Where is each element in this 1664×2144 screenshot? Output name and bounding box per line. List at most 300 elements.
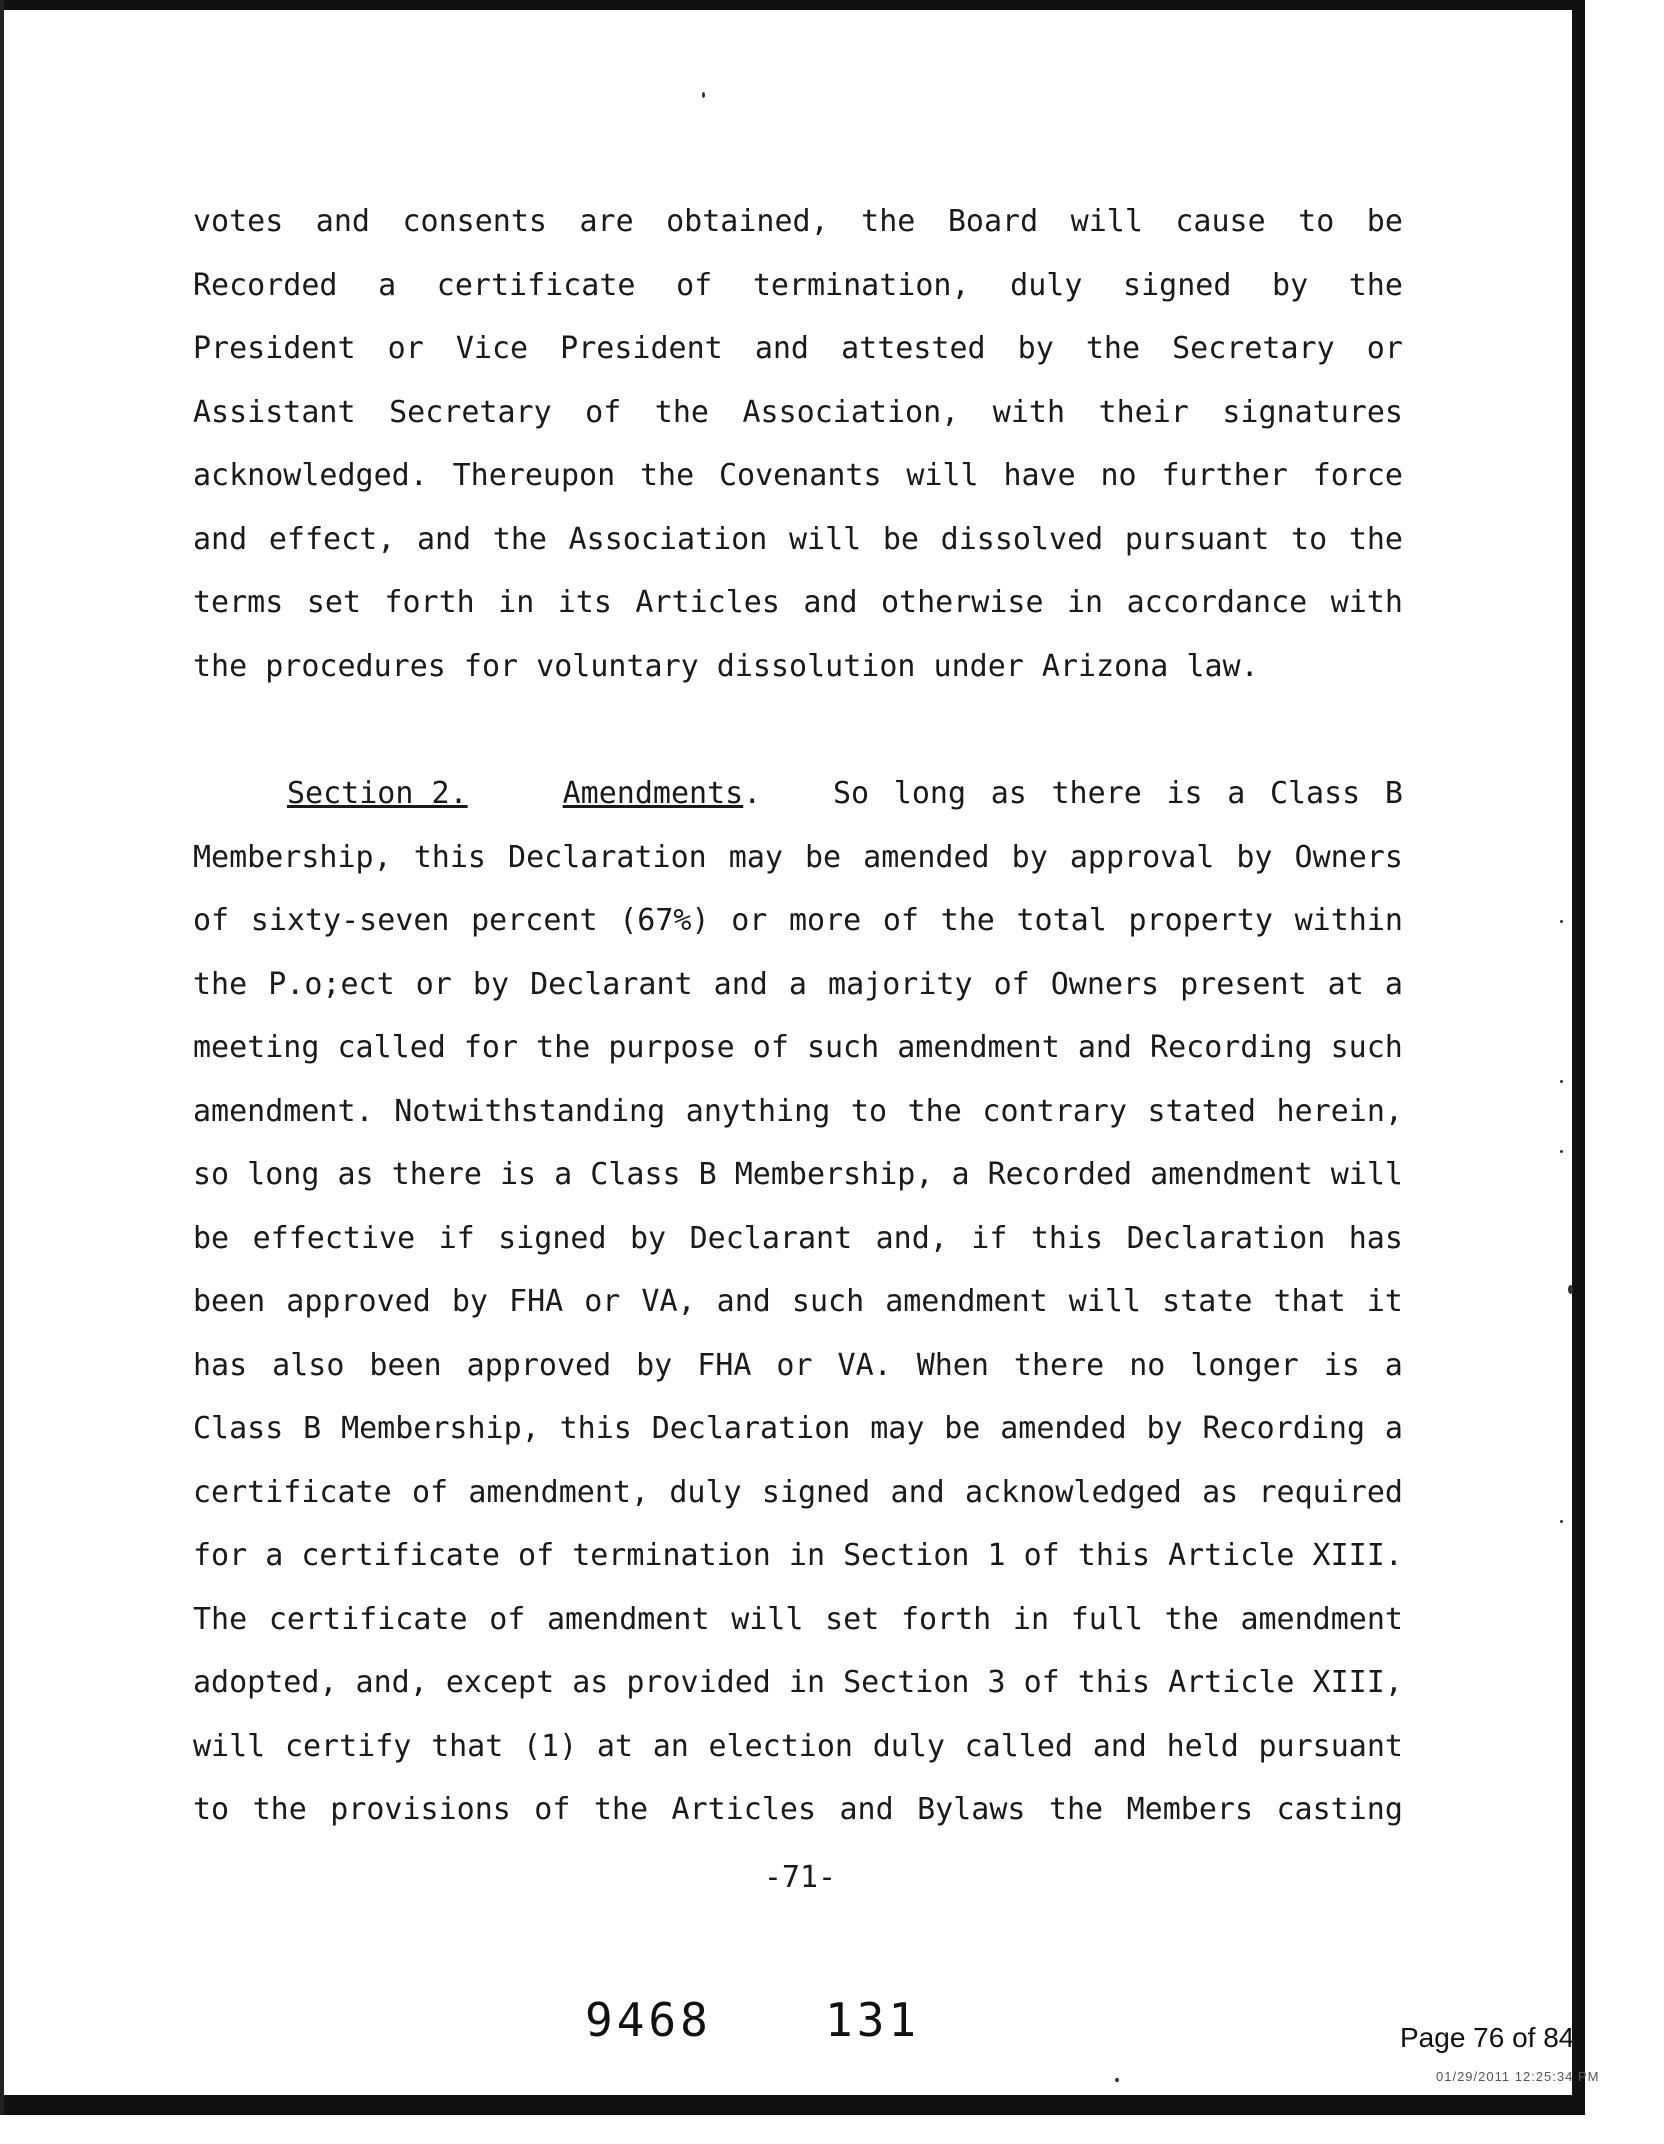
- word: by: [1272, 267, 1309, 303]
- word: the: [907, 1093, 962, 1129]
- word: Association: [568, 521, 768, 557]
- word: Declaration: [508, 839, 707, 875]
- scan-speck: [702, 92, 705, 98]
- page-counter: Page 76 of 84: [1400, 2022, 1575, 2053]
- word: be: [944, 1411, 981, 1446]
- text-line: [193, 444, 1403, 508]
- word: Owners: [1050, 966, 1160, 1002]
- word: is: [500, 1157, 537, 1192]
- word: termination: [572, 1538, 771, 1573]
- word: accordance: [1126, 585, 1308, 620]
- word: their: [1098, 394, 1189, 430]
- word: and: [716, 1284, 771, 1319]
- scan-border-top: [0, 0, 1585, 10]
- word: the: [1348, 267, 1403, 303]
- word: acknowledged: [965, 1474, 1182, 1510]
- word: will: [1330, 1157, 1403, 1192]
- word: required: [1258, 1474, 1403, 1510]
- word: certificate: [436, 267, 636, 303]
- word: as: [1202, 1474, 1239, 1510]
- text-line: [193, 571, 1403, 635]
- word: called: [964, 1728, 1073, 1764]
- word: as: [990, 776, 1027, 811]
- word: also: [272, 1347, 345, 1383]
- word: of: [882, 903, 919, 938]
- word: Association,: [742, 394, 960, 430]
- word: and: [1077, 1030, 1132, 1065]
- word: at: [1327, 966, 1364, 1002]
- text-line: [193, 826, 1403, 890]
- word: a: [1384, 1347, 1403, 1383]
- word: Members: [1126, 1792, 1254, 1827]
- word: by: [636, 1347, 673, 1383]
- word: XIII,: [1312, 1665, 1403, 1700]
- word: be: [193, 1220, 230, 1256]
- word: and: [1092, 1728, 1147, 1764]
- word: by: [1011, 839, 1048, 875]
- recording-stamp-book: 9468: [585, 1993, 712, 2047]
- word: and,: [875, 1220, 948, 1256]
- word: Declaration: [1126, 1220, 1326, 1256]
- word: property: [1128, 903, 1273, 938]
- word: herein,: [1276, 1093, 1403, 1129]
- word: within: [1294, 903, 1403, 938]
- word: Articles: [671, 1792, 817, 1827]
- word: there: [1013, 1347, 1105, 1383]
- word: it: [1366, 1284, 1403, 1319]
- word: amendment: [885, 1284, 1048, 1319]
- word: by: [451, 1284, 488, 1319]
- word: Section: [843, 1665, 970, 1700]
- word: cause: [1175, 204, 1266, 239]
- word: with: [1330, 585, 1403, 620]
- word: Recorded: [987, 1157, 1133, 1192]
- word: longer: [1190, 1347, 1299, 1383]
- word: are: [579, 204, 634, 239]
- word: be: [805, 839, 842, 875]
- word: of: [752, 1030, 789, 1065]
- text-line: [193, 508, 1403, 572]
- word: certificate: [268, 1601, 468, 1637]
- word: to: [1298, 204, 1335, 239]
- word: VA.: [837, 1347, 892, 1383]
- word: or: [1366, 331, 1403, 366]
- word: duly: [1010, 267, 1083, 303]
- word: has: [193, 1347, 248, 1383]
- word: or: [731, 903, 768, 938]
- word: set: [825, 1601, 880, 1637]
- word: Article: [1168, 1538, 1295, 1573]
- recording-stamp-page: 131: [825, 1993, 921, 2047]
- word: this: [1030, 1220, 1104, 1256]
- word: Declarant: [689, 1220, 853, 1256]
- word: will: [193, 1728, 266, 1764]
- word: and: [713, 966, 768, 1002]
- word: approved: [466, 1347, 612, 1383]
- text-line: [193, 1143, 1403, 1207]
- word: certificate: [193, 1474, 392, 1510]
- word: signed: [498, 1220, 607, 1256]
- text-line: [193, 889, 1403, 953]
- word: President: [193, 331, 356, 366]
- word: full: [1070, 1601, 1143, 1637]
- word: by: [472, 966, 510, 1002]
- word: to: [850, 1093, 888, 1129]
- word: no: [1100, 458, 1137, 493]
- word: with: [992, 394, 1066, 430]
- text-line: [193, 1524, 1403, 1588]
- word: of: [411, 1474, 449, 1510]
- word: by: [1236, 839, 1273, 875]
- word: signatures: [1222, 394, 1403, 430]
- text-line: [193, 317, 1403, 381]
- word: duly: [872, 1728, 945, 1764]
- word: dissolved: [940, 521, 1104, 557]
- word: amendment: [1240, 1601, 1403, 1637]
- word: or: [776, 1347, 813, 1383]
- word: The: [193, 1601, 248, 1637]
- word: is: [1323, 1347, 1360, 1383]
- word: provisions: [330, 1792, 511, 1827]
- scan-speck: [1560, 1150, 1563, 1153]
- word: the: [1164, 1601, 1219, 1637]
- word: and: [803, 585, 858, 620]
- scan-speck: [1560, 1080, 1563, 1083]
- word: a: [1227, 776, 1246, 811]
- word: the: [861, 204, 916, 239]
- word: Recording: [1150, 1030, 1313, 1065]
- word: B: [698, 1157, 717, 1192]
- word: Board: [947, 204, 1039, 239]
- word: signed: [1123, 267, 1232, 303]
- word: Declarant: [530, 966, 693, 1002]
- word: its: [557, 585, 612, 620]
- word: contrary: [982, 1093, 1127, 1129]
- word: the: [1348, 521, 1403, 557]
- scan-border-left: [0, 0, 4, 2115]
- text-line: [193, 254, 1403, 318]
- word: meeting: [193, 1030, 320, 1065]
- word: by: [630, 1220, 667, 1256]
- word: of: [534, 1792, 571, 1827]
- text-line: [193, 190, 1403, 254]
- word: acknowledged.: [193, 458, 428, 493]
- word: be: [882, 521, 919, 557]
- word: pursuant: [1124, 521, 1270, 557]
- word: of: [489, 1601, 526, 1637]
- word: Recording: [1202, 1411, 1366, 1446]
- word: of: [193, 903, 230, 938]
- word: there: [1051, 776, 1142, 811]
- word: the: [654, 394, 709, 430]
- word: obtained,: [666, 204, 829, 239]
- word: if: [438, 1220, 475, 1256]
- word: (1): [523, 1728, 578, 1764]
- text-line: [193, 1778, 1403, 1842]
- word: B: [1384, 776, 1403, 811]
- word: Vice: [455, 331, 529, 366]
- word: a: [1384, 966, 1403, 1002]
- word: forth: [900, 1601, 992, 1637]
- word: has: [1348, 1220, 1403, 1256]
- word: FHA: [509, 1284, 564, 1319]
- word: approved: [286, 1284, 431, 1319]
- section-number: Section 2.: [287, 776, 468, 811]
- word: this: [413, 839, 486, 875]
- word: state: [1162, 1284, 1253, 1319]
- word: the: [1048, 1792, 1104, 1827]
- word: approval: [1069, 839, 1215, 875]
- fax-timestamp: 01/29/2011 12:25:34 PM: [1436, 2069, 1600, 2084]
- text-line-content: the procedures for voluntary dissolution under Arizona law.: [193, 648, 1259, 684]
- word: an: [652, 1728, 689, 1764]
- word: forth: [384, 585, 475, 620]
- section-heading: [193, 762, 761, 826]
- word: XIII.: [1312, 1538, 1403, 1573]
- word: anything: [685, 1093, 831, 1129]
- word: may: [870, 1411, 925, 1446]
- word: Assistant: [193, 394, 356, 430]
- word: Membership,: [734, 1157, 934, 1192]
- word: Class: [590, 1157, 681, 1192]
- word: 3: [987, 1665, 1006, 1700]
- word: such: [791, 1284, 865, 1319]
- word: by: [1146, 1411, 1183, 1446]
- word: amendment: [1150, 1157, 1313, 1192]
- word: will: [731, 1601, 804, 1637]
- word: a: [1384, 1411, 1403, 1446]
- word: have: [1003, 458, 1076, 493]
- word: this: [1077, 1538, 1151, 1573]
- word: present: [1180, 966, 1307, 1002]
- word: the: [492, 521, 547, 557]
- word: amended: [1000, 1411, 1127, 1446]
- scan-speck: [1560, 1520, 1563, 1523]
- word: and: [315, 204, 370, 239]
- word: consents: [402, 204, 547, 239]
- word: that: [1273, 1284, 1346, 1319]
- word: there: [391, 1157, 482, 1192]
- word: sixty-seven: [250, 903, 450, 938]
- word: at: [596, 1728, 633, 1764]
- word: P.o;ect: [268, 966, 395, 1002]
- word: so: [193, 1157, 230, 1192]
- word: of: [1023, 1538, 1060, 1573]
- word: of: [676, 267, 713, 303]
- word: FHA: [697, 1347, 752, 1383]
- text-line: [193, 1715, 1403, 1779]
- word: a: [378, 267, 397, 303]
- word: adopted,: [193, 1665, 338, 1700]
- word: may: [728, 839, 783, 875]
- word: of: [993, 966, 1030, 1002]
- word: called: [337, 1030, 446, 1065]
- word: B: [303, 1411, 322, 1446]
- scan-border-right: [1572, 0, 1585, 2115]
- word: election: [708, 1728, 853, 1764]
- text-line: [193, 1270, 1403, 1334]
- text-line: [193, 1651, 1403, 1715]
- word: stated: [1147, 1093, 1256, 1129]
- word: Class: [1269, 776, 1361, 811]
- word: percent: [471, 903, 598, 938]
- word: to: [1291, 521, 1328, 557]
- word: or: [387, 331, 424, 366]
- text-line: [193, 381, 1403, 445]
- word: long: [247, 1157, 320, 1192]
- word: been: [369, 1347, 442, 1383]
- word: signed: [761, 1474, 871, 1510]
- word: the: [252, 1792, 307, 1827]
- word: and: [193, 521, 248, 557]
- scan-speck: [1560, 920, 1563, 923]
- word: total: [1016, 903, 1107, 938]
- word: long: [893, 776, 967, 811]
- word: otherwise: [880, 585, 1044, 620]
- word: pursuant: [1258, 1728, 1403, 1764]
- word: in: [788, 1665, 826, 1700]
- text-line: [193, 1080, 1403, 1144]
- text-line: [193, 1016, 1403, 1080]
- word: duly: [669, 1474, 742, 1510]
- word: the: [940, 903, 995, 938]
- word: amendment: [546, 1601, 710, 1637]
- word: (67%): [619, 903, 710, 938]
- word: and: [839, 1792, 894, 1827]
- word: VA,: [641, 1284, 696, 1319]
- word: and: [890, 1474, 945, 1510]
- text-line: [193, 1461, 1403, 1525]
- word: such: [806, 1030, 880, 1065]
- word: a: [554, 1157, 573, 1192]
- paragraph-termination: [193, 190, 1403, 635]
- text-line: [193, 1207, 1403, 1271]
- section-title-period: .: [743, 776, 762, 811]
- word: as: [337, 1157, 374, 1192]
- word: Owners: [1294, 839, 1403, 875]
- word: amendment.: [193, 1093, 374, 1129]
- word: a: [265, 1538, 284, 1573]
- word: set: [306, 585, 361, 620]
- word: will: [1070, 204, 1143, 239]
- word: of: [1023, 1665, 1060, 1700]
- word: of: [585, 394, 622, 430]
- word: Thereupon: [452, 458, 616, 493]
- word: Covenants: [719, 458, 882, 493]
- word: attested: [841, 331, 986, 366]
- word: no: [1129, 1347, 1166, 1383]
- word: Recorded: [193, 267, 338, 303]
- text-line: [193, 1334, 1403, 1398]
- word: Secretary: [389, 394, 552, 430]
- word: and: [754, 331, 809, 366]
- word: held: [1166, 1728, 1239, 1764]
- word: in: [498, 585, 535, 620]
- word: President: [560, 331, 723, 366]
- word: Declaration: [651, 1411, 851, 1446]
- text-line: [193, 953, 1403, 1017]
- word: or: [415, 966, 452, 1002]
- word: effective: [252, 1220, 416, 1256]
- word: except: [445, 1665, 555, 1700]
- word: votes: [193, 204, 284, 239]
- word: When: [916, 1347, 989, 1383]
- word: such: [1330, 1030, 1403, 1065]
- word: to: [193, 1792, 230, 1827]
- word: Article: [1168, 1665, 1295, 1700]
- word: and,: [355, 1665, 428, 1700]
- text-line: [193, 1588, 1403, 1652]
- scan-speck: [1115, 2078, 1119, 2082]
- word: be: [1366, 204, 1403, 239]
- word: amended: [863, 839, 990, 875]
- paragraph-amendments: [193, 826, 1403, 1842]
- word: will: [906, 458, 979, 493]
- scan-border-bottom: [0, 2095, 1585, 2115]
- word: terms: [193, 585, 284, 620]
- word: Membership,: [193, 839, 392, 875]
- word: is: [1166, 776, 1203, 811]
- word: a: [788, 966, 807, 1002]
- word: the: [1085, 331, 1141, 366]
- word: if: [971, 1220, 1008, 1256]
- word: amendment,: [468, 1474, 650, 1510]
- word: majority: [828, 966, 973, 1002]
- word: will: [1068, 1284, 1142, 1319]
- word: force: [1312, 458, 1403, 493]
- word: of: [518, 1538, 555, 1573]
- word: Membership,: [341, 1411, 540, 1446]
- word: certify: [284, 1728, 412, 1764]
- word: the: [536, 1030, 591, 1065]
- word: this: [559, 1411, 632, 1446]
- word: more: [788, 903, 862, 938]
- word: for: [193, 1538, 248, 1573]
- word: effect,: [268, 521, 396, 557]
- section-heading-line: [193, 762, 1403, 826]
- word: certificate: [301, 1538, 500, 1573]
- word: in: [1067, 585, 1104, 620]
- word: Bylaws: [917, 1792, 1026, 1827]
- section-first-line-rest: [833, 762, 1403, 826]
- word: been: [193, 1284, 266, 1319]
- page-number: -71-: [763, 1860, 837, 1895]
- word: casting: [1276, 1792, 1403, 1827]
- word: the: [640, 458, 695, 493]
- word: in: [788, 1538, 826, 1573]
- word: 1: [987, 1538, 1006, 1573]
- word: a: [951, 1157, 970, 1192]
- word: Class: [193, 1411, 284, 1446]
- text-line: [193, 635, 1403, 699]
- word: for: [463, 1030, 519, 1065]
- word: that: [431, 1728, 504, 1764]
- word: So: [833, 776, 870, 811]
- word: termination,: [752, 267, 970, 303]
- word: in: [1012, 1601, 1050, 1637]
- word: this: [1077, 1665, 1151, 1700]
- word: or: [584, 1284, 621, 1319]
- document-body: [193, 190, 1403, 1842]
- word: amendment: [897, 1030, 1060, 1065]
- word: will: [788, 521, 862, 557]
- word: Section: [843, 1538, 970, 1573]
- word: the: [593, 1792, 649, 1827]
- word: Notwithstanding: [394, 1093, 666, 1129]
- section-title: Amendments: [562, 776, 744, 811]
- word: provided: [626, 1665, 771, 1700]
- word: Secretary: [1172, 331, 1335, 366]
